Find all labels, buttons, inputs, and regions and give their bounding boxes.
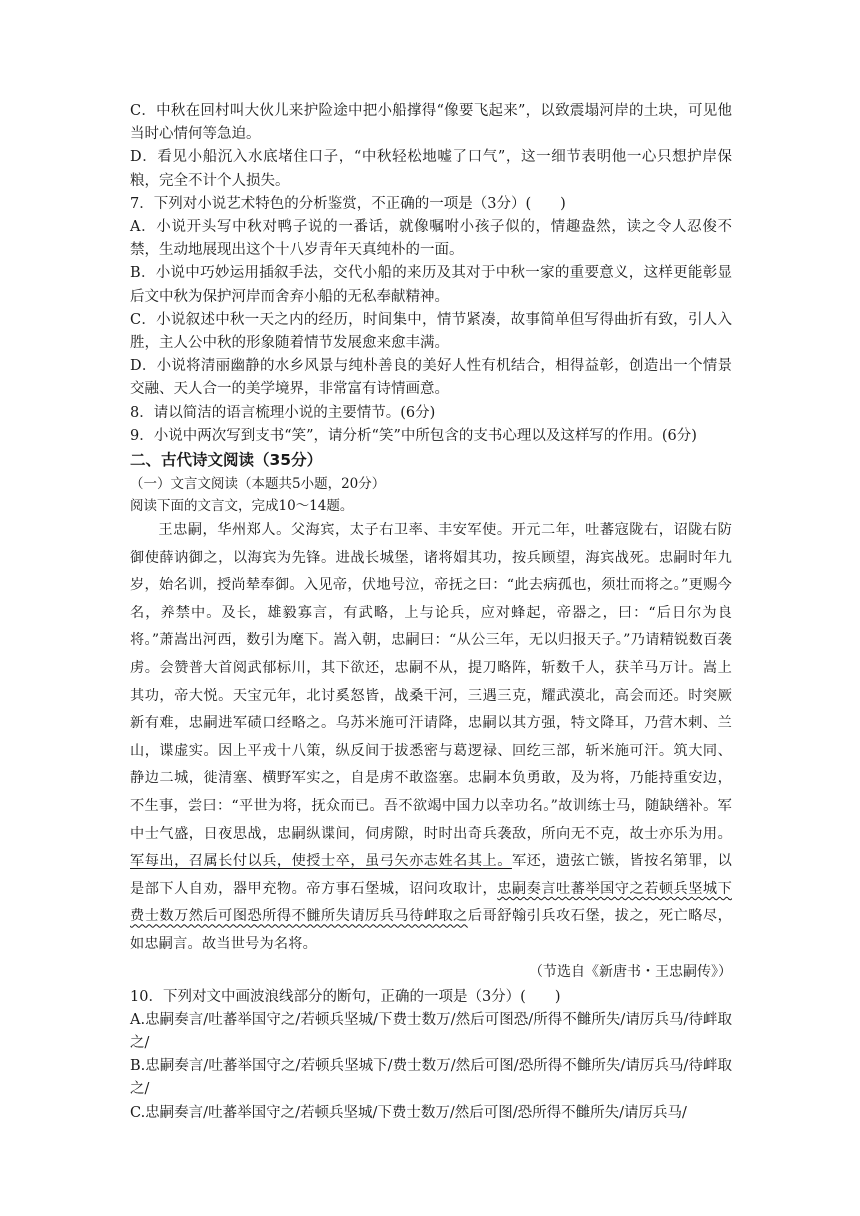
passage-part-2: 军还，遗弦亡镞，皆按名第罪，以是部下人自劝，器甲充物。帝方事石堡城，诏问攻取计，	[130, 853, 732, 897]
document-page	[130, 100, 732, 1125]
q7-option-d: D．小说将清丽幽静的水乡风景与纯朴善良的美好人性有机结合，相得益彰，创造出一个情景交融、天人合一的美学境界，非常富有诗情画意。	[130, 358, 732, 398]
q7-stem: 7．下列对小说艺术特色的分析鉴赏，不正确的一项是（3分）( )	[130, 195, 566, 212]
classical-passage	[130, 517, 732, 959]
q7-option-b: B．小说中巧妙运用插叙手法，交代小船的来历及其对于中秋一家的重要意义，这样更能彰显后文中秋为保护河岸而舍弃小船的无私奉献精神。	[130, 265, 732, 305]
q6-option-c: C．中秋在回村叫大伙儿来护险途中把小船撑得“像要飞起来”，以致震塌河岸的土块，可见他当时心情何等急迫。	[130, 103, 732, 143]
underlined-sentence: 军每出，召属长付以兵，使授士卒，虽弓矢亦志姓名其上。	[130, 853, 512, 870]
q10-option-a: A.忠嗣奏言/吐蕃举国守之/若顿兵坚城/下费士数万/然后可图恐/所得不雠所失/请厉兵马/待衅取之/	[130, 1011, 732, 1051]
q6-option-d: D．看见小船沉入水底堵住口子，“中秋轻松地嘘了口气”，这一细节表明他一心只想护岸保粮，完全不计个人损失。	[130, 149, 732, 189]
instruction: 阅读下面的文言文，完成10～14题。	[130, 498, 354, 515]
subsection-title: （一）文言文阅读（本题共5小题，20分）	[130, 476, 386, 493]
q7-option-c: C．小说叙述中秋一天之内的经历，时间集中，情节紧凑，故事简单但写得曲折有致，引人入胜，主人公中秋的形象随着情节发展愈来愈丰满。	[130, 311, 732, 352]
q7-option-a: A．小说开头写中秋对鸭子说的一番话，就像嘱咐小孩子似的，情趣盎然，读之令人忍俊不禁，生动地展现出这个十八岁青年天真纯朴的一面。	[130, 219, 732, 259]
q10-option-b: B.忠嗣奏言/吐蕃举国守之/若顿兵坚城下/费士数万/然后可图/恐所得不雠所失/请厉兵马/待衅取之/	[130, 1058, 732, 1098]
wavy-underlined-sentence: 忠嗣奏言吐蕃举国守之若顿兵坚城下费士数万然后可图恐所得不雠所失请厉兵马待衅取之	[130, 880, 732, 925]
passage-part-1: 王忠嗣，华州郑人。父海宾，太子右卫率、丰安军使。开元二年，吐蕃寇陇右，诏陇右防御使薛讷御之，以海宾为先锋。进战长城堡，诸将媢其功，按兵顾望，海宾战死。忠嗣时年九岁，始名训，授尚辇奉御。入见帝，伏地号泣，帝抚之曰：“此去病孤也，须壮而将之。”更赐今名，养禁中。及长，雄毅寡言，有武略，上与论兵，应对蜂起，帝器之，曰：“后日尔为良将。”萧嵩出河西，数引为麾下。嵩入朝，忠嗣曰：“从公三年，无以归报天子。”乃请精锐数百袭虏。会赞普大首阅武郁标川，其下欲还，忠嗣不从，提刀略阵，斩数千人，获羊马万计。嵩上其功，帝大悦。天宝元年，北讨奚怒皆，战桑干河，三遇三克，耀武漠北，高会而还。时突厥新有难，忠嗣进军碛口经略之。乌苏米施可汗请降，忠嗣以其方强，特文降耳，乃营木剌、兰山，谍虚实。因上平戎十八策，纵反间于拔悉密与葛逻禄、回纥三部，斩米施可汗。筑大同、静边二城，徙清塞、横野军实之，自是虏不敢盗塞。忠嗣本负勇敢，及为将，乃能持重安边，不生事，尝曰：“平世为将，抚众而已。吾不欲竭中国力以幸功名。”故训练士马，随缺缮补。军中士气盛，日夜思战，忠嗣纵谍间，伺虏隙，时时出奇兵袭敌，所向无不克，故士亦乐为用。	[130, 522, 732, 842]
q10-option-c: C.忠嗣奏言/吐蕃举国守之/若顿兵坚城/下费士数万/然后可图/恐所得不雠所失/请厉兵马/	[130, 1104, 687, 1121]
section-title: 二、古代诗文阅读（35分）	[130, 451, 323, 470]
passage-source: （节选自《新唐书・王忠嗣传》）	[529, 963, 732, 980]
q9-stem: 9．小说中两次写到支书“笑”，请分析“笑”中所包含的支书心理以及这样写的作用。(6分)	[130, 427, 697, 444]
q10-stem: 10．下列对文中画波浪线部分的断句，正确的一项是（3分）( )	[130, 988, 561, 1005]
q8-stem: 8．请以简洁的语言梳理小说的主要情节。(6分)	[130, 404, 436, 421]
passage-part-3: 后哥舒翰引兵攻石堡，拔之，死亡略尽，如忠嗣言。故当世号为名将。	[130, 908, 732, 952]
